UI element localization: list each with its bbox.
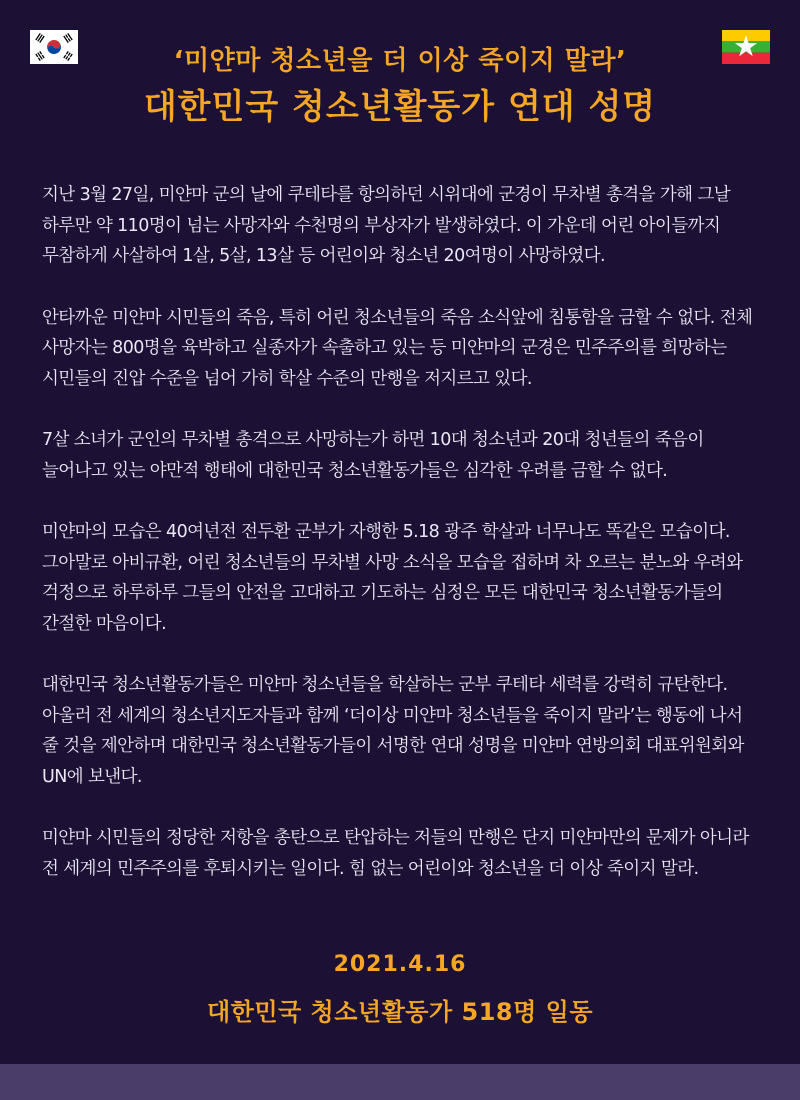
- paragraph: 미얀마 시민들의 정당한 저항을 총탄으로 탄압하는 저들의 만행은 단지 미얀마만의 문제가 아니라 전 세계의 민주주의를 후퇴시키는 일이다. 힘 없는 어린이와 청소년을 더 이상 죽이지 말라.: [42, 828, 749, 879]
- paragraph: 안타까운 미얀마 시민들의 죽음, 특히 어린 청소년들의 죽음 소식앞에 침통함을 금할 수 없다. 전체 사망자는 800명을 육박하고 실종자가 속출하고 있는 등 미얀마의 군경은 민주주의를 희망하는 시민들의 진압 수준을 넘어 가히 학살 수준의 만행을 저지르고 있다.: [42, 307, 753, 389]
- statement-subtitle: ‘미얀마 청소년을 더 이상 죽이지 말라’: [173, 46, 627, 76]
- paragraph: 지난 3월 27일, 미얀마 군의 날에 쿠테타를 항의하던 시위대에 군경이 무차별 총격을 가해 그날 하루만 약 110명이 넘는 사망자와 수천명의 부상자가 발생하였다. 이 가운데 어린 아이들까지 무참하게 사살하여 1살, 5살, 13살 등 어린이와 청소년 20여명이 사망하였다.: [42, 185, 731, 266]
- statement-title: 대한민국 청소년활동가 연대 성명: [143, 87, 657, 127]
- footer-bar: [0, 1064, 800, 1100]
- statement-body: [42, 180, 758, 915]
- statement-date: 2021.4.16: [333, 952, 467, 977]
- header: [0, 44, 800, 130]
- statement-signature: 대한민국 청소년활동가 518명 일동: [206, 998, 594, 1026]
- paragraph: 대한민국 청소년활동가들은 미얀마 청소년들을 학살하는 군부 쿠테타 세력를 강력히 규탄한다. 아울러 전 세계의 청소년지도자들과 함께 ‘더이상 미얀마 청소년들을 죽이지 말라’는 행동에 나서 줄 것을 제안하며 대한민국 청소년활동가들이 서명한 연대 성명을 미얀마 연방의회 대표위원회와 UN에 보낸다.: [42, 675, 744, 787]
- paragraph: 미얀마의 모습은 40여년전 전두환 군부가 자행한 5.18 광주 학살과 너무나도 똑같은 모습이다. 그아말로 아비규환, 어린 청소년들의 무차별 사망 소식을 모습을 접하며 차 오르는 분노와 우려와 걱정으로 하루하루 그들의 안전을 고대하고 기도하는 심정은 모든 대한민국 청소년활동가들의 간절한 마음이다.: [42, 522, 743, 634]
- paragraph: 7살 소녀가 군인의 무차별 총격으로 사망하는가 하면 10대 청소년과 20대 청년들의 죽음이 늘어나고 있는 야만적 행태에 대한민국 청소년활동가들은 심각한 우려를 금할 수 없다.: [42, 430, 704, 481]
